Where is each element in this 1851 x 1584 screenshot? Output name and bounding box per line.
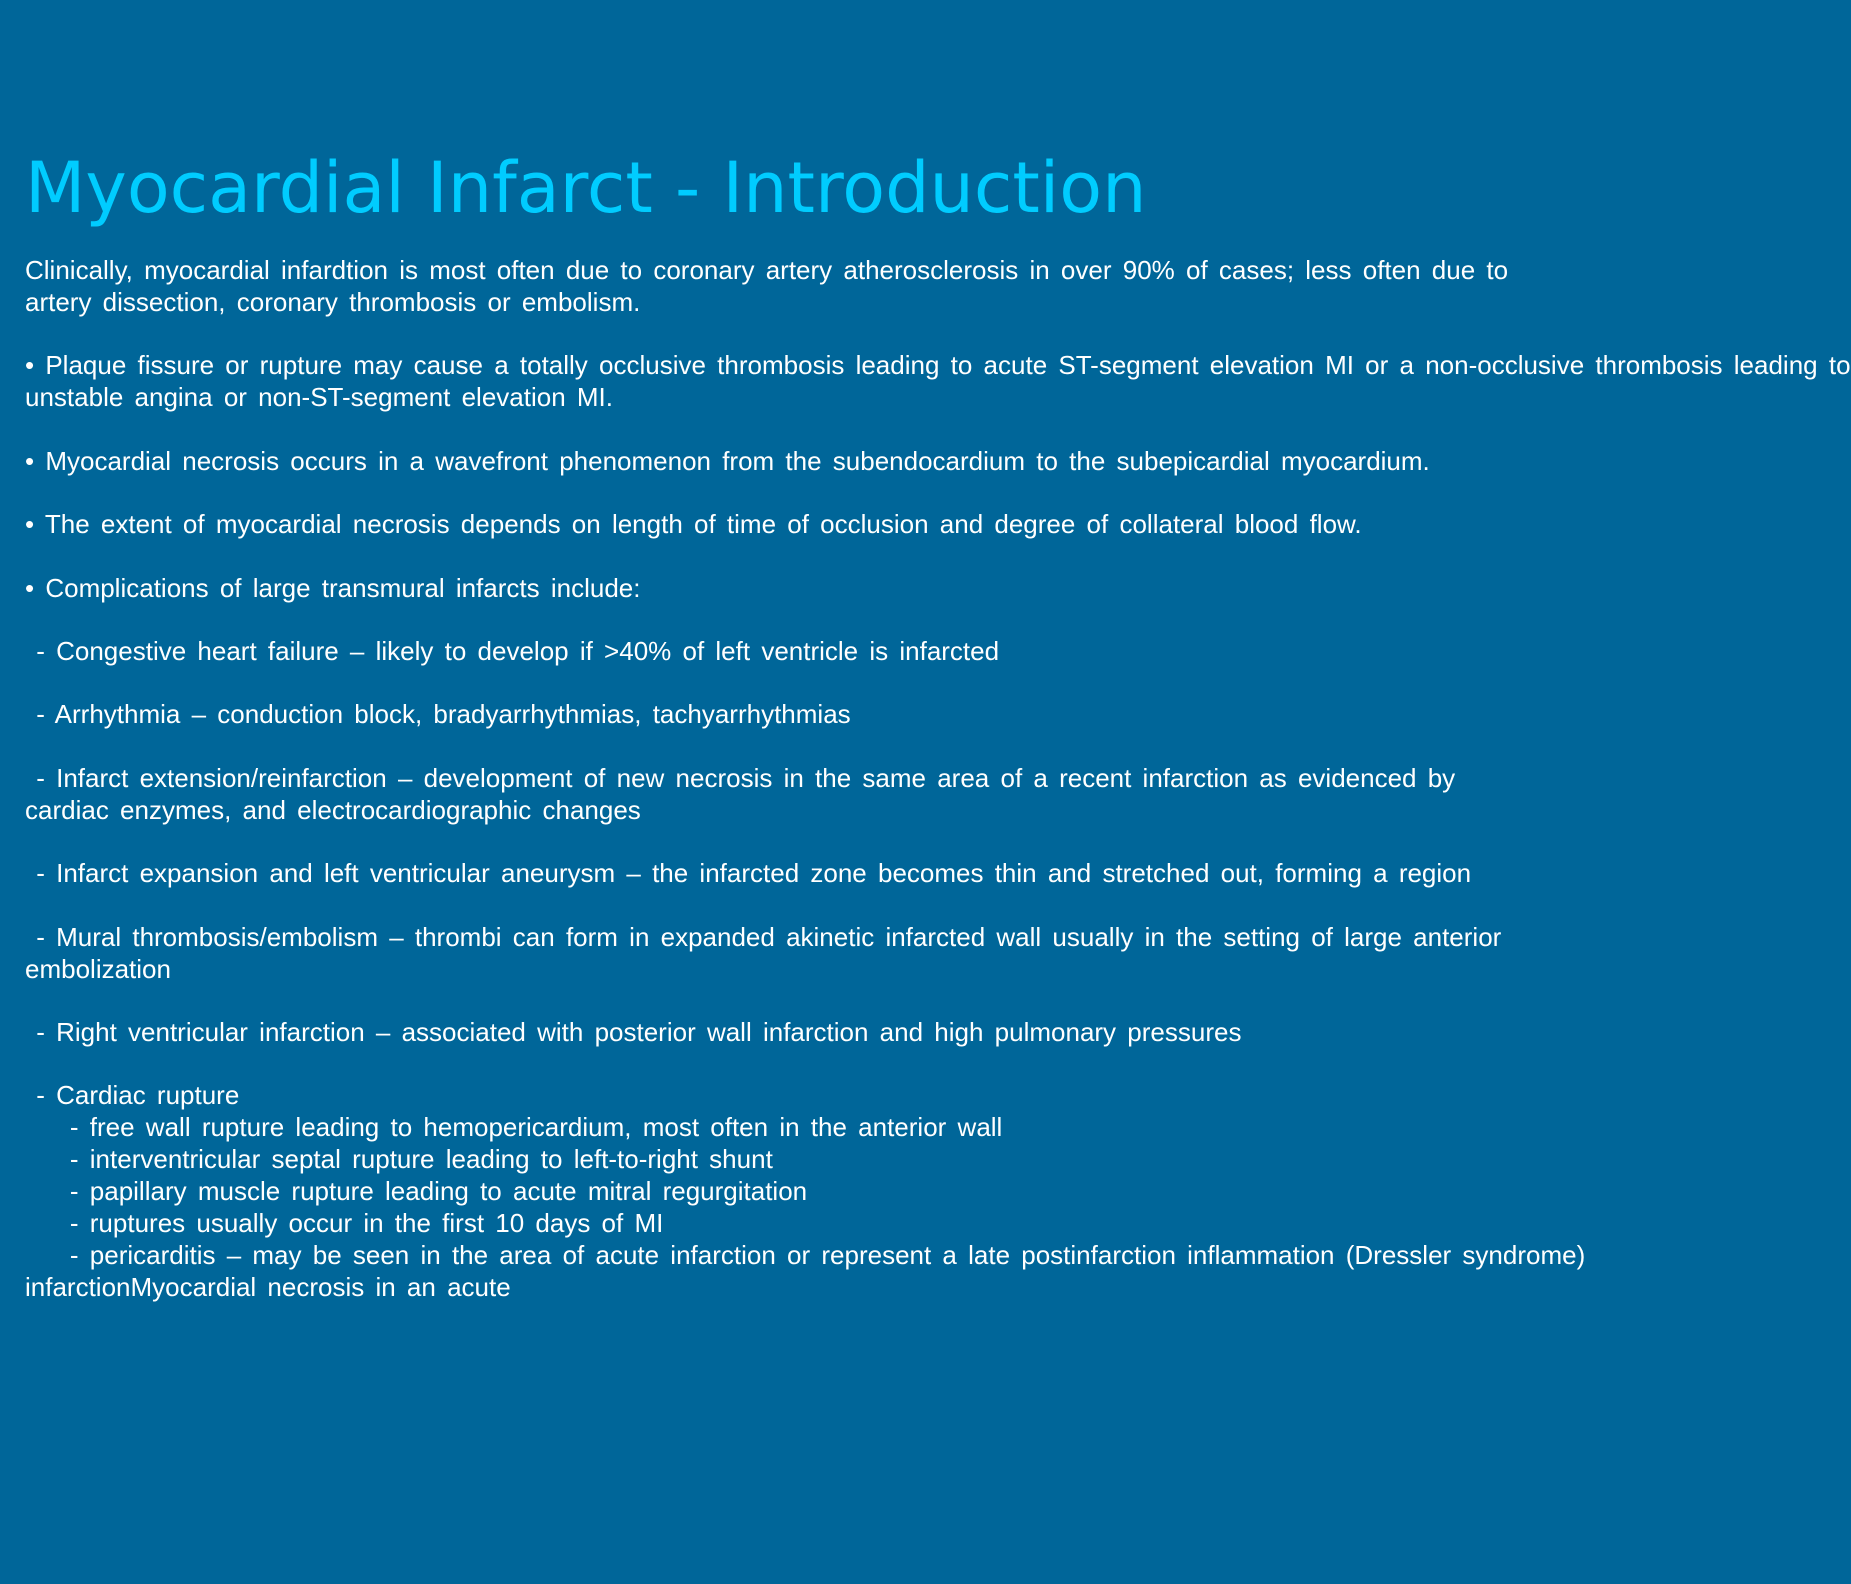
body-line: - Mural thrombosis/embolism – thrombi can form in expanded akinetic infarcted wall usually in the setting of large anterior	[25, 921, 1502, 952]
body-line: - papillary muscle rupture leading to acute mitral regurgitation	[25, 1176, 808, 1207]
body-line: cardiac enzymes, and electrocardiographic changes	[25, 794, 641, 825]
body-line: - interventricular septal rupture leading to left-to-right shunt	[25, 1144, 773, 1175]
paragraph-gap	[25, 318, 1565, 349]
body-line: infarctionMyocardial necrosis in an acute	[25, 1272, 511, 1303]
body-line: - Right ventricular infarction – associated with posterior wall infarction and high pulmonary pressures	[25, 1016, 1242, 1047]
paragraph-gap	[25, 667, 1565, 698]
paragraph-gap	[25, 477, 1565, 508]
slide-body	[25, 254, 1851, 1303]
paragraph-gap	[25, 413, 1565, 444]
paragraph-gap	[25, 889, 1565, 920]
body-line: • Myocardial necrosis occurs in a wavefront phenomenon from the subendocardium to the subepicardial myocardium.	[25, 445, 1430, 476]
paragraph-gap	[25, 1048, 1565, 1079]
body-line: • Complications of large transmural infarcts include:	[25, 572, 641, 603]
paragraph-gap	[25, 826, 1565, 857]
paragraph-gap	[25, 730, 1565, 761]
paragraph-gap	[25, 540, 1565, 571]
body-line: - Infarct expansion and left ventricular aneurysm – the infarcted zone becomes thin and stretched out, forming a region	[25, 858, 1472, 889]
body-line: - Cardiac rupture	[25, 1080, 240, 1111]
body-line: artery dissection, coronary thrombosis or embolism.	[25, 287, 641, 317]
body-line: - free wall rupture leading to hemopericardium, most often in the anterior wall	[25, 1112, 1003, 1143]
body-line: - pericarditis – may be seen in the area of acute infarction or represent a late postinfarction inflammation (Dressler syndrome)	[25, 1240, 1586, 1271]
body-line: - Infarct extension/reinfarction – development of new necrosis in the same area of a recent infarction as evidenced by	[25, 762, 1456, 793]
paragraph-gap	[25, 985, 1565, 1016]
body-line: unstable angina or non-ST-segment elevation MI.	[25, 382, 614, 413]
body-line: Clinically, myocardial infardtion is most often due to coronary artery atherosclerosis in over 90% of cases; less often due to	[25, 255, 1509, 285]
body-line: - Congestive heart failure – likely to develop if >40% of left ventricle is infarcted	[25, 635, 1000, 666]
body-line: - Arrhythmia – conduction block, bradyarrhythmias, tachyarrhythmias	[25, 699, 851, 730]
paragraph-gap	[25, 604, 1565, 635]
body-line: • Plaque fissure or rupture may cause a totally occlusive thrombosis leading to acute ST-segment elevation MI or a non-occlusive thrombosis leading to	[25, 350, 1851, 381]
body-line: embolization	[25, 953, 171, 984]
body-line: • The extent of myocardial necrosis depends on length of time of occlusion and degree of collateral blood flow.	[25, 509, 1362, 540]
slide-title: Myocardial Infarct - Introduction	[25, 147, 1147, 229]
body-line: - ruptures usually occur in the first 10 days of MI	[25, 1208, 664, 1239]
